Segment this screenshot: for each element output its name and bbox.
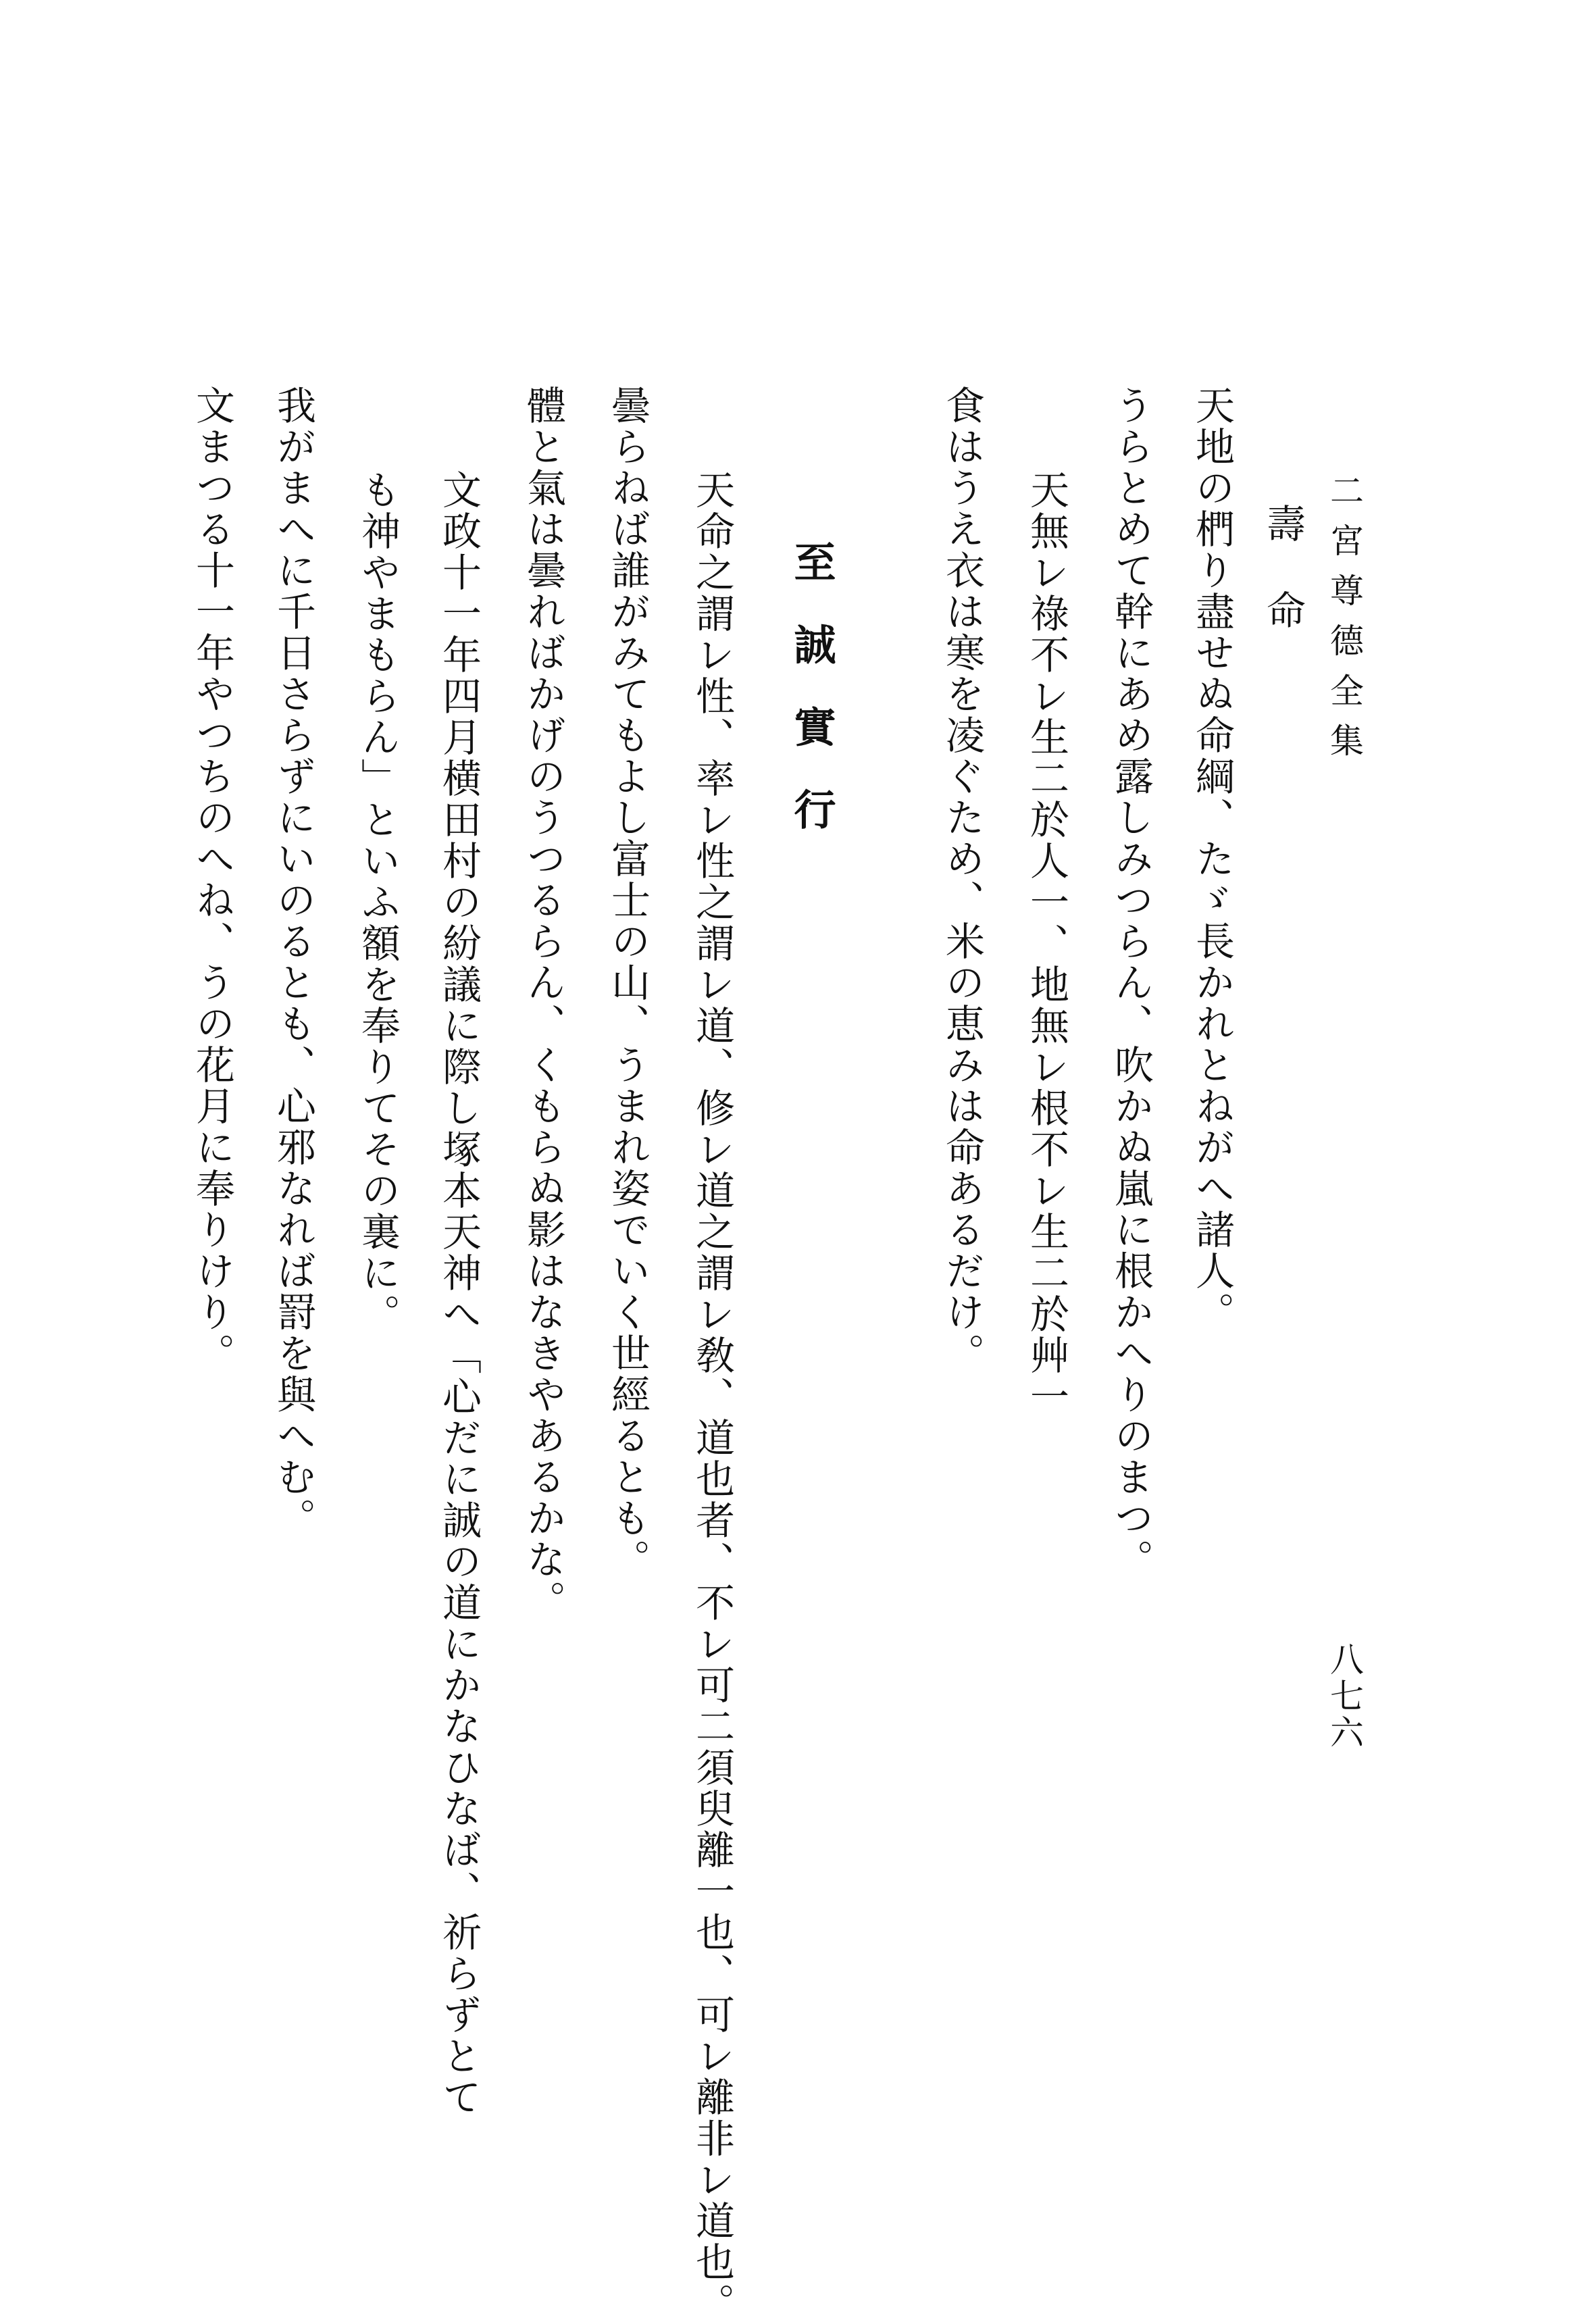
poem-line: うらとめて幹にあめ露しみつらん、吹かぬ嵐に根かへりのまつ。 [1108, 385, 1154, 1580]
poem-line: 食はうえ衣は寒を凌ぐため、米の恵みは命あるだけ。 [939, 385, 985, 1374]
prose-line: 文政十一年四月横田村の紛議に際し塚本天神へ「心だに誠の道にかなひなば、祈らずとて [436, 470, 482, 2118]
section-title-shisei: 至誠實行 [787, 540, 836, 870]
page-number: 八七六 [1325, 1642, 1364, 1751]
prose-line: も神やまもらん」といふ額を奉りてその裏に。 [355, 470, 401, 1335]
poem-line: 我がまへに千日さらずにいのるとも、心邪なれば罸を與へむ。 [270, 385, 316, 1539]
poem-line: 文まつる十一年やつちのへね、うの花月に奉りけり。 [189, 385, 235, 1374]
poem-line: 體と氣は曇ればかげのうつるらん、くもらぬ影はなきやあるかな。 [520, 385, 566, 1621]
kanbun-line: 天無レ祿不レ生二於人一、地無レ根不レ生二於艸一 [1023, 470, 1069, 1417]
running-title: 二宮尊德全集 [1325, 473, 1364, 773]
poem-line: 曇らねば誰がみてもよし富士の山、うまれ姿でいく世經るとも。 [605, 385, 651, 1580]
section-title-jumei: 壽命 [1260, 503, 1306, 676]
poem-line: 天地の椚り盡せぬ命綱、たゞ長かれとねがへ諸人。 [1189, 385, 1235, 1333]
kanbun-line: 天命之謂レ性、率レ性之謂レ道、修レ道之謂レ敎、道也者、不レ可二須臾離一也、可レ離非レ道也。 [689, 470, 735, 2324]
